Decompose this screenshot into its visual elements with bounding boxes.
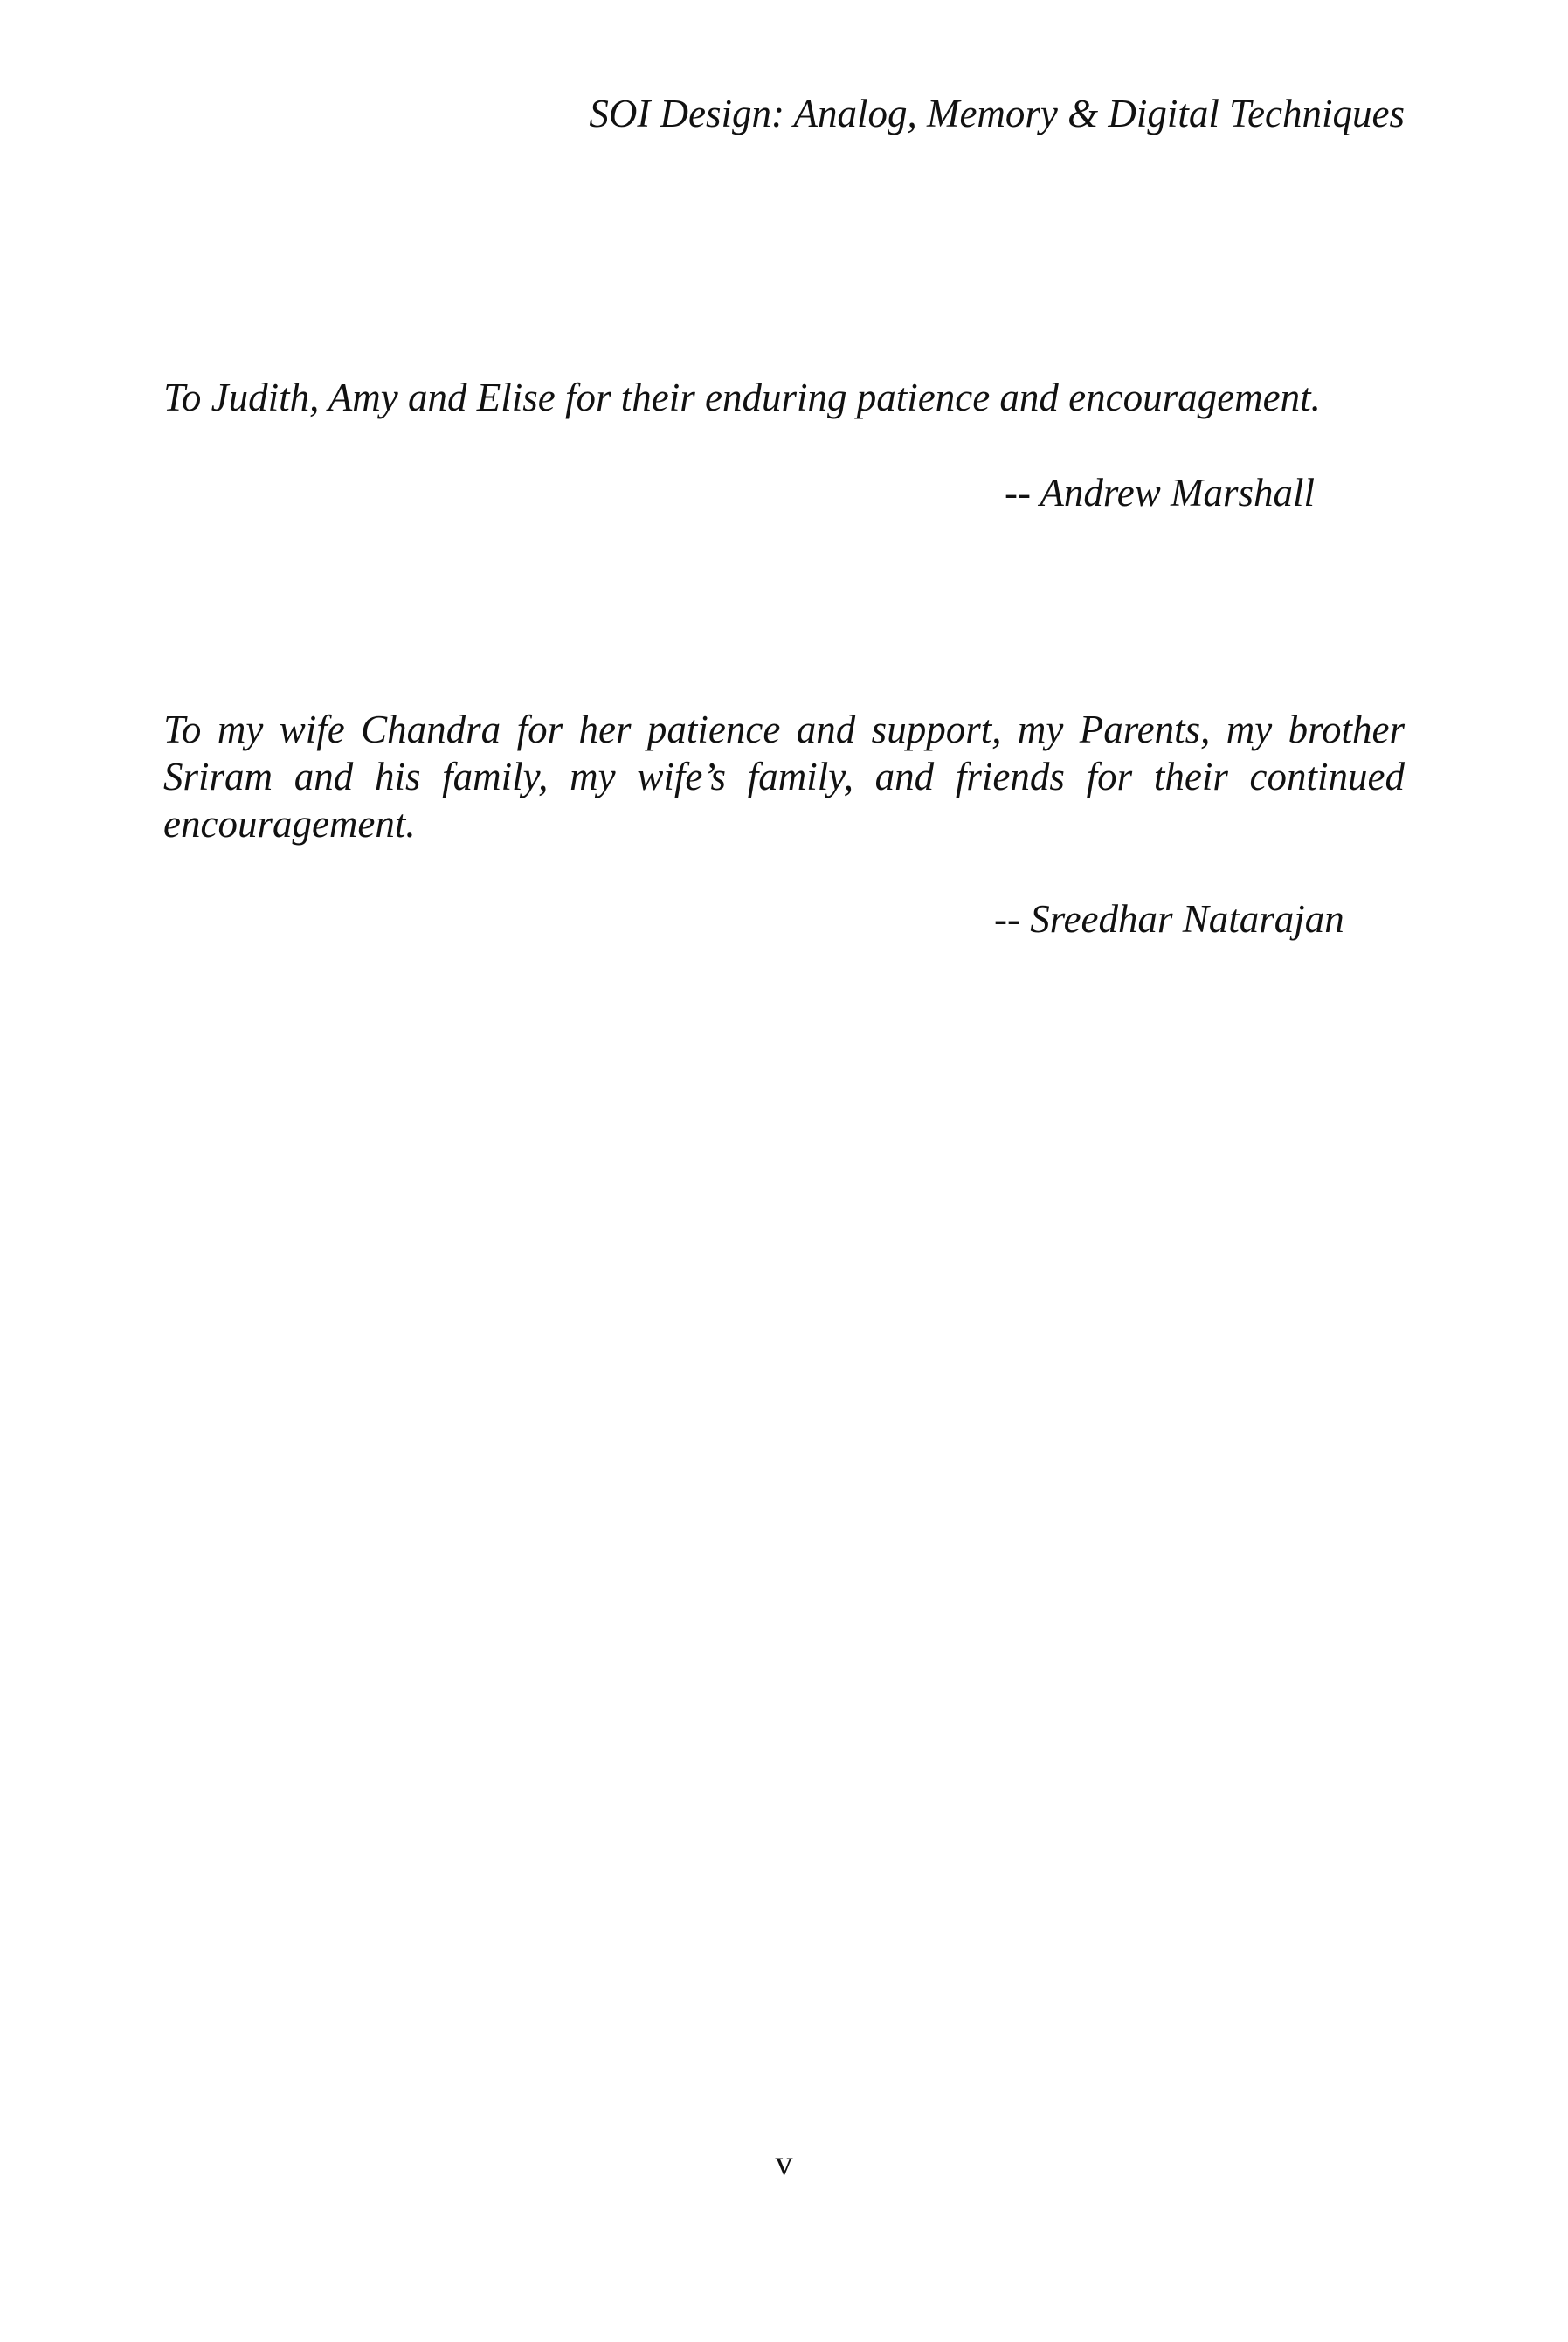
running-header: SOI Design: Analog, Memory & Digital Techniques: [589, 92, 1405, 135]
dedication-sreedhar-natarajan: To my wife Chandra for her patience and support, my Parents, my brother Sriram and his family, my wife’s family, and friends for their continued encouragement.: [163, 708, 1405, 846]
signature-sreedhar-natarajan: -- Sreedhar Natarajan: [994, 897, 1344, 941]
page-number: v: [775, 2143, 793, 2182]
dedication-andrew-marshall: To Judith, Amy and Elise for their enduring patience and encouragement.: [163, 376, 1321, 419]
signature-andrew-marshall: -- Andrew Marshall: [1005, 471, 1315, 515]
